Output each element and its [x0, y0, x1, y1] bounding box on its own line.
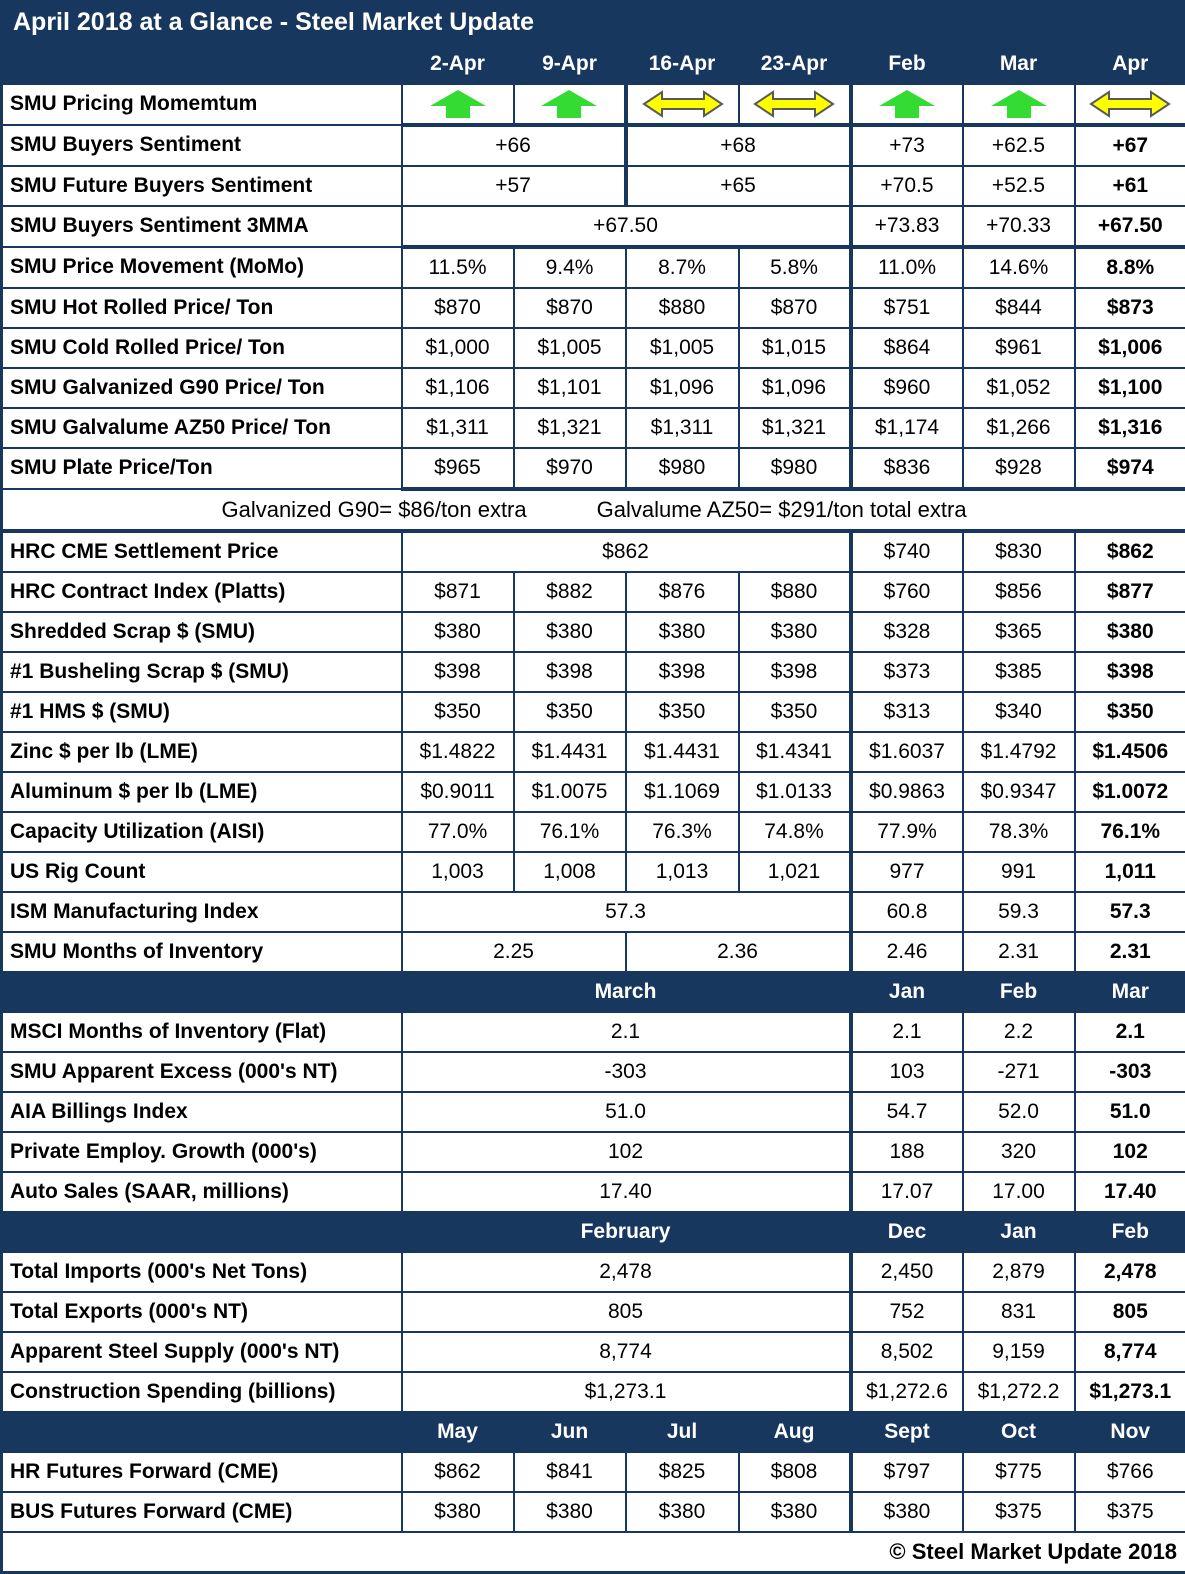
- table-row: [2, 206, 1185, 247]
- data-cell: $1,006: [1075, 328, 1185, 368]
- data-cell: 2.1: [402, 1012, 851, 1052]
- table-row: [2, 892, 1185, 932]
- data-cell: $882: [514, 572, 626, 612]
- table-row: [2, 732, 1185, 772]
- data-cell: +67.50: [1075, 206, 1185, 247]
- row-label: HR Futures Forward (CME): [2, 1452, 402, 1492]
- data-cell: 8.7%: [626, 247, 739, 288]
- data-cell: 2,478: [402, 1252, 851, 1292]
- row-label: SMU Apparent Excess (000's NT): [2, 1052, 402, 1092]
- data-cell: $0.9863: [851, 772, 963, 812]
- left-right-arrow-icon: [1089, 89, 1171, 119]
- row-label: AIA Billings Index: [2, 1092, 402, 1132]
- data-cell: 59.3: [963, 892, 1075, 932]
- data-cell: $880: [626, 288, 739, 328]
- page-title: April 2018 at a Glance - Steel Market Update: [2, 2, 1185, 44]
- data-cell: 54.7: [851, 1092, 963, 1132]
- data-cell: 51.0: [402, 1092, 851, 1132]
- band-month-label: February: [402, 1212, 851, 1252]
- data-cell: 2,478: [1075, 1252, 1185, 1292]
- up-arrow-icon: [878, 89, 936, 119]
- momentum-cell: [739, 84, 851, 125]
- data-cell: $740: [851, 531, 963, 572]
- band-month-label: May: [402, 1412, 514, 1452]
- data-cell: $864: [851, 328, 963, 368]
- row-label: SMU Galvalume AZ50 Price/ Ton: [2, 408, 402, 448]
- data-cell: $350: [514, 692, 626, 732]
- row-label: HRC CME Settlement Price: [2, 531, 402, 572]
- note-text: Galvanized G90= $86/ton extra: [221, 497, 526, 523]
- data-cell: $1,321: [514, 408, 626, 448]
- data-cell: $380: [851, 1492, 963, 1532]
- data-cell: $1.4431: [626, 732, 739, 772]
- data-cell: 2.2: [963, 1012, 1075, 1052]
- data-cell: 8,774: [402, 1332, 851, 1372]
- data-cell: $965: [402, 448, 514, 489]
- data-cell: 991: [963, 852, 1075, 892]
- note-row: [2, 489, 1185, 531]
- data-cell: $1,321: [739, 408, 851, 448]
- data-cell: 8,774: [1075, 1332, 1185, 1372]
- data-cell: $1,100: [1075, 368, 1185, 408]
- table-row: [2, 1372, 1185, 1412]
- data-cell: $398: [1075, 652, 1185, 692]
- up-arrow-icon: [429, 89, 487, 119]
- table-row: [2, 612, 1185, 652]
- data-cell: $825: [626, 1452, 739, 1492]
- row-label: SMU Cold Rolled Price/ Ton: [2, 328, 402, 368]
- table-row: [2, 125, 1185, 166]
- momentum-cell: [1075, 84, 1185, 125]
- row-label: SMU Plate Price/Ton: [2, 448, 402, 489]
- band-month-label: Feb: [963, 972, 1075, 1012]
- data-cell: 188: [851, 1132, 963, 1172]
- data-cell: $1,311: [626, 408, 739, 448]
- data-cell: 1,011: [1075, 852, 1185, 892]
- data-cell: $1.4506: [1075, 732, 1185, 772]
- extras-note-cell: [2, 489, 1185, 531]
- data-cell: 8.8%: [1075, 247, 1185, 288]
- table-row: [2, 812, 1185, 852]
- momentum-cell: [963, 84, 1075, 125]
- data-cell: +61: [1075, 166, 1185, 206]
- data-cell: 74.8%: [739, 812, 851, 852]
- data-cell: 1,008: [514, 852, 626, 892]
- data-cell: $380: [402, 1492, 514, 1532]
- data-cell: $980: [739, 448, 851, 489]
- row-label: SMU Pricing Momemtum: [2, 84, 402, 125]
- data-cell: $961: [963, 328, 1075, 368]
- table-row: [2, 1132, 1185, 1172]
- column-header: Feb: [851, 44, 963, 84]
- data-cell: -303: [1075, 1052, 1185, 1092]
- row-label: ISM Manufacturing Index: [2, 892, 402, 932]
- row-label: MSCI Months of Inventory (Flat): [2, 1012, 402, 1052]
- momentum-cell: [851, 84, 963, 125]
- data-cell: 9.4%: [514, 247, 626, 288]
- data-cell: $380: [1075, 612, 1185, 652]
- data-cell: 5.8%: [739, 247, 851, 288]
- data-cell: 76.3%: [626, 812, 739, 852]
- row-label: SMU Buyers Sentiment: [2, 125, 402, 166]
- data-cell: $385: [963, 652, 1075, 692]
- band-month-label: Feb: [1075, 1212, 1185, 1252]
- data-cell: 8,502: [851, 1332, 963, 1372]
- column-header-spacer: [2, 44, 402, 84]
- data-cell: 2.31: [1075, 932, 1185, 972]
- data-cell: $856: [963, 572, 1075, 612]
- data-cell: $373: [851, 652, 963, 692]
- data-cell: $1,015: [739, 328, 851, 368]
- data-cell: 102: [1075, 1132, 1185, 1172]
- data-cell: 2.31: [963, 932, 1075, 972]
- data-cell: $1,273.1: [1075, 1372, 1185, 1412]
- footer-row: [2, 1532, 1185, 1573]
- table-row: [2, 1452, 1185, 1492]
- data-cell: 11.5%: [402, 247, 514, 288]
- data-cell: -303: [402, 1052, 851, 1092]
- table-row: [2, 772, 1185, 812]
- data-cell: +73.83: [851, 206, 963, 247]
- table-row: [2, 652, 1185, 692]
- column-header: Apr: [1075, 44, 1185, 84]
- data-cell: $862: [1075, 531, 1185, 572]
- data-cell: $970: [514, 448, 626, 489]
- data-cell: $365: [963, 612, 1075, 652]
- data-cell: $880: [739, 572, 851, 612]
- data-cell: $375: [963, 1492, 1075, 1532]
- data-cell: +73: [851, 125, 963, 166]
- row-label: Construction Spending (billions): [2, 1372, 402, 1412]
- footer-credit: © Steel Market Update 2018: [2, 1532, 1185, 1573]
- data-cell: 51.0: [1075, 1092, 1185, 1132]
- data-cell: $974: [1075, 448, 1185, 489]
- data-cell: 76.1%: [1075, 812, 1185, 852]
- data-cell: 805: [402, 1292, 851, 1332]
- data-cell: 1,013: [626, 852, 739, 892]
- data-cell: $1.0133: [739, 772, 851, 812]
- data-cell: +62.5: [963, 125, 1075, 166]
- data-cell: +67: [1075, 125, 1185, 166]
- data-cell: 57.3: [1075, 892, 1185, 932]
- table-row: [2, 1332, 1185, 1372]
- row-label: SMU Buyers Sentiment 3MMA: [2, 206, 402, 247]
- row-label: US Rig Count: [2, 852, 402, 892]
- column-header: Mar: [963, 44, 1075, 84]
- data-cell: $870: [514, 288, 626, 328]
- data-cell: $1,273.1: [402, 1372, 851, 1412]
- data-cell: $398: [626, 652, 739, 692]
- data-cell: 17.40: [1075, 1172, 1185, 1212]
- data-cell: $328: [851, 612, 963, 652]
- data-cell: +57: [402, 166, 626, 206]
- data-cell: -271: [963, 1052, 1075, 1092]
- row-label: SMU Months of Inventory: [2, 932, 402, 972]
- data-cell: $797: [851, 1452, 963, 1492]
- table-row: [2, 328, 1185, 368]
- data-cell: $870: [739, 288, 851, 328]
- band-spacer: [2, 1212, 402, 1252]
- row-label: SMU Galvanized G90 Price/ Ton: [2, 368, 402, 408]
- data-cell: +68: [626, 125, 851, 166]
- table-row: [2, 932, 1185, 972]
- table-row: [2, 1292, 1185, 1332]
- table-row: [2, 84, 1185, 125]
- data-cell: $0.9347: [963, 772, 1075, 812]
- data-cell: +66: [402, 125, 626, 166]
- data-cell: $1.0075: [514, 772, 626, 812]
- data-cell: $350: [739, 692, 851, 732]
- data-cell: $870: [402, 288, 514, 328]
- data-cell: 1,021: [739, 852, 851, 892]
- band-spacer: [2, 972, 402, 1012]
- data-cell: $350: [402, 692, 514, 732]
- data-cell: $380: [514, 1492, 626, 1532]
- momentum-cell: [514, 84, 626, 125]
- data-cell: $313: [851, 692, 963, 732]
- data-cell: 11.0%: [851, 247, 963, 288]
- data-cell: +70.5: [851, 166, 963, 206]
- data-cell: $1,000: [402, 328, 514, 368]
- data-cell: 2.36: [626, 932, 851, 972]
- data-cell: $398: [402, 652, 514, 692]
- data-cell: 102: [402, 1132, 851, 1172]
- data-cell: $760: [851, 572, 963, 612]
- data-cell: $960: [851, 368, 963, 408]
- band-month-label: Jun: [514, 1412, 626, 1452]
- data-cell: +52.5: [963, 166, 1075, 206]
- column-header: 9-Apr: [514, 44, 626, 84]
- data-cell: $350: [1075, 692, 1185, 732]
- data-cell: $1,174: [851, 408, 963, 448]
- data-cell: $871: [402, 572, 514, 612]
- data-cell: 52.0: [963, 1092, 1075, 1132]
- data-cell: 2.1: [851, 1012, 963, 1052]
- data-cell: $844: [963, 288, 1075, 328]
- data-cell: $398: [514, 652, 626, 692]
- data-cell: $751: [851, 288, 963, 328]
- data-cell: $1,005: [514, 328, 626, 368]
- data-cell: $1,106: [402, 368, 514, 408]
- data-cell: $862: [402, 1452, 514, 1492]
- band-month-label: Jul: [626, 1412, 739, 1452]
- data-cell: $1,096: [626, 368, 739, 408]
- data-cell: $1,101: [514, 368, 626, 408]
- column-header-row: [2, 44, 1185, 84]
- data-cell: 977: [851, 852, 963, 892]
- data-cell: $1,311: [402, 408, 514, 448]
- column-header: 23-Apr: [739, 44, 851, 84]
- row-label: Total Imports (000's Net Tons): [2, 1252, 402, 1292]
- data-cell: $808: [739, 1452, 851, 1492]
- title-bar: [2, 2, 1185, 44]
- data-cell: $0.9011: [402, 772, 514, 812]
- data-cell: +70.33: [963, 206, 1075, 247]
- data-cell: 76.1%: [514, 812, 626, 852]
- data-cell: $380: [739, 1492, 851, 1532]
- data-cell: $380: [739, 612, 851, 652]
- data-cell: 805: [1075, 1292, 1185, 1332]
- row-label: #1 HMS $ (SMU): [2, 692, 402, 732]
- band-spacer: [2, 1412, 402, 1452]
- data-cell: $1,316: [1075, 408, 1185, 448]
- data-cell: $1.6037: [851, 732, 963, 772]
- data-cell: 17.07: [851, 1172, 963, 1212]
- row-label: Private Employ. Growth (000's): [2, 1132, 402, 1172]
- up-arrow-icon: [540, 89, 598, 119]
- band-month-label: Oct: [963, 1412, 1075, 1452]
- column-header: 2-Apr: [402, 44, 514, 84]
- data-cell: $1,272.2: [963, 1372, 1075, 1412]
- data-cell: 57.3: [402, 892, 851, 932]
- momentum-cell: [626, 84, 739, 125]
- data-cell: 14.6%: [963, 247, 1075, 288]
- row-label: #1 Busheling Scrap $ (SMU): [2, 652, 402, 692]
- table-row: [2, 408, 1185, 448]
- row-label: Zinc $ per lb (LME): [2, 732, 402, 772]
- month-band-row: [2, 972, 1185, 1012]
- data-cell: $841: [514, 1452, 626, 1492]
- data-cell: 17.00: [963, 1172, 1075, 1212]
- data-cell: $340: [963, 692, 1075, 732]
- data-cell: 752: [851, 1292, 963, 1332]
- data-cell: 2.25: [402, 932, 626, 972]
- note-text: Galvalume AZ50= $291/ton total extra: [597, 497, 967, 523]
- month-band-row: [2, 1412, 1185, 1452]
- table-row: [2, 1252, 1185, 1292]
- table-row: [2, 247, 1185, 288]
- data-cell: $1.4431: [514, 732, 626, 772]
- month-band-row: [2, 1212, 1185, 1252]
- data-cell: 2,879: [963, 1252, 1075, 1292]
- data-cell: $1.4822: [402, 732, 514, 772]
- row-label: SMU Price Movement (MoMo): [2, 247, 402, 288]
- left-right-arrow-icon: [753, 89, 835, 119]
- data-cell: 2,450: [851, 1252, 963, 1292]
- row-label: Capacity Utilization (AISI): [2, 812, 402, 852]
- data-cell: $830: [963, 531, 1075, 572]
- data-cell: $862: [402, 531, 851, 572]
- data-cell: $380: [514, 612, 626, 652]
- data-cell: $1.0072: [1075, 772, 1185, 812]
- data-cell: $1.4792: [963, 732, 1075, 772]
- data-cell: $873: [1075, 288, 1185, 328]
- table-row: [2, 166, 1185, 206]
- data-cell: 1,003: [402, 852, 514, 892]
- data-cell: $398: [739, 652, 851, 692]
- data-cell: 77.0%: [402, 812, 514, 852]
- table-row: [2, 1052, 1185, 1092]
- up-arrow-icon: [990, 89, 1048, 119]
- table-row: [2, 531, 1185, 572]
- table-body: [2, 84, 1185, 1532]
- data-cell: 9,159: [963, 1332, 1075, 1372]
- data-cell: 320: [963, 1132, 1075, 1172]
- band-month-label: March: [402, 972, 851, 1012]
- data-cell: $380: [626, 1492, 739, 1532]
- data-cell: 60.8: [851, 892, 963, 932]
- data-cell: 103: [851, 1052, 963, 1092]
- table-row: [2, 572, 1185, 612]
- column-header: 16-Apr: [626, 44, 739, 84]
- band-month-label: Sept: [851, 1412, 963, 1452]
- row-label: SMU Hot Rolled Price/ Ton: [2, 288, 402, 328]
- row-label: Shredded Scrap $ (SMU): [2, 612, 402, 652]
- data-cell: $775: [963, 1452, 1075, 1492]
- band-month-label: Nov: [1075, 1412, 1185, 1452]
- row-label: BUS Futures Forward (CME): [2, 1492, 402, 1532]
- data-cell: $980: [626, 448, 739, 489]
- data-cell: $380: [402, 612, 514, 652]
- table-row: [2, 288, 1185, 328]
- band-month-label: Mar: [1075, 972, 1185, 1012]
- data-cell: +67.50: [402, 206, 851, 247]
- band-month-label: Jan: [963, 1212, 1075, 1252]
- data-cell: 17.40: [402, 1172, 851, 1212]
- data-cell: 2.1: [1075, 1012, 1185, 1052]
- data-cell: $1,096: [739, 368, 851, 408]
- band-month-label: Aug: [739, 1412, 851, 1452]
- table-row: [2, 692, 1185, 732]
- table-row: [2, 448, 1185, 489]
- row-label: Total Exports (000's NT): [2, 1292, 402, 1332]
- data-cell: $1,272.6: [851, 1372, 963, 1412]
- data-cell: $876: [626, 572, 739, 612]
- table-row: [2, 1492, 1185, 1532]
- data-cell: $1,052: [963, 368, 1075, 408]
- data-cell: $1.4341: [739, 732, 851, 772]
- row-label: Auto Sales (SAAR, millions): [2, 1172, 402, 1212]
- data-cell: $350: [626, 692, 739, 732]
- data-cell: $766: [1075, 1452, 1185, 1492]
- data-cell: $877: [1075, 572, 1185, 612]
- table-row: [2, 1012, 1185, 1052]
- data-cell: $1.1069: [626, 772, 739, 812]
- data-cell: +65: [626, 166, 851, 206]
- data-cell: $836: [851, 448, 963, 489]
- data-cell: $375: [1075, 1492, 1185, 1532]
- row-label: Apparent Steel Supply (000's NT): [2, 1332, 402, 1372]
- band-month-label: Dec: [851, 1212, 963, 1252]
- row-label: Aluminum $ per lb (LME): [2, 772, 402, 812]
- data-cell: 2.46: [851, 932, 963, 972]
- table-row: [2, 368, 1185, 408]
- data-cell: 78.3%: [963, 812, 1075, 852]
- band-month-label: Jan: [851, 972, 963, 1012]
- table-row: [2, 852, 1185, 892]
- left-right-arrow-icon: [642, 89, 724, 119]
- table-row: [2, 1092, 1185, 1132]
- row-label: SMU Future Buyers Sentiment: [2, 166, 402, 206]
- data-cell: $928: [963, 448, 1075, 489]
- data-cell: 831: [963, 1292, 1075, 1332]
- data-cell: $1,266: [963, 408, 1075, 448]
- data-cell: $380: [626, 612, 739, 652]
- data-cell: 77.9%: [851, 812, 963, 852]
- table-row: [2, 1172, 1185, 1212]
- momentum-cell: [402, 84, 514, 125]
- row-label: HRC Contract Index (Platts): [2, 572, 402, 612]
- data-cell: $1,005: [626, 328, 739, 368]
